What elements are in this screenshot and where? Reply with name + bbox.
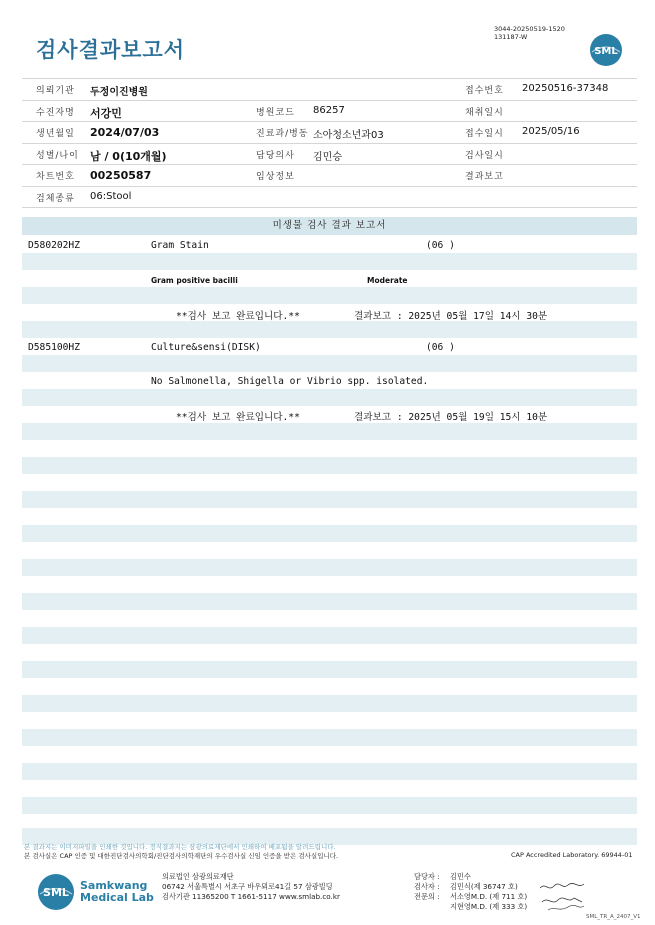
form-version: SML_TR_A_2407_V1 [586, 914, 641, 920]
doctor-value: 김민승 [313, 151, 342, 163]
birth-value: 2024/07/03 [90, 126, 160, 139]
row-stripe [22, 355, 637, 372]
sml-footer-logo-text: SML [43, 886, 69, 899]
sex-age-value: 남 / 0(10개월) [90, 149, 167, 163]
patient-label: 수진자명 [36, 107, 75, 118]
receipt-date-label: 접수일시 [465, 129, 504, 139]
page-title: 검사결과보고서 [36, 38, 186, 62]
row-stripe [22, 797, 637, 814]
footer-org-info [162, 872, 340, 902]
hospital-code-value: 86257 [313, 104, 345, 116]
row-stripe [22, 661, 637, 678]
result-text: No Salmonella, Shigella or Vibrio spp. isolated. [151, 376, 429, 387]
info-row [22, 165, 637, 187]
staff-name: 지현영M.D. (제 333 호) [450, 902, 528, 911]
row-stripe [22, 423, 637, 440]
test-code: D580202HZ [28, 240, 80, 251]
document-id [494, 25, 565, 41]
document-id-line1: 3044-20250519-1520 [494, 25, 565, 33]
signature-icon [538, 880, 588, 914]
row-stripe [22, 729, 637, 746]
dept-value: 소아청소년과03 [313, 130, 384, 141]
collect-date-label: 채취일시 [465, 107, 504, 118]
chart-no-value: 00250587 [90, 169, 152, 182]
test-specimen-code: (06 ) [426, 240, 455, 251]
info-row [22, 122, 637, 144]
row-stripe [22, 389, 637, 406]
brand-line2: Medical Lab [80, 891, 154, 904]
report-time: 결과보고 : 2025년 05월 19일 15시 10분 [354, 412, 548, 423]
receipt-date-value: 2025/05/16 [522, 126, 580, 137]
hospital-value: 두정이진병원 [90, 87, 148, 98]
result-label: Gram positive bacilli [151, 276, 238, 285]
row-stripe [22, 695, 637, 712]
brand-name [80, 880, 154, 904]
dept-label: 진료과/병동 [256, 129, 309, 139]
info-row [22, 78, 637, 101]
specimen-value: 06:Stool [90, 190, 132, 202]
row-stripe [22, 627, 637, 644]
birth-label: 생년월일 [36, 129, 75, 139]
staff-row [414, 882, 527, 892]
test-date-label: 검사일시 [465, 150, 504, 161]
test-name: Gram Stain [151, 240, 209, 251]
sex-age-label: 성별/나이 [36, 150, 79, 161]
test-specimen-code: (06 ) [426, 342, 455, 353]
row-stripe [22, 321, 637, 338]
row-stripe [22, 457, 637, 474]
sml-logo-icon [588, 32, 624, 72]
document-id-line2: 131187-W [494, 33, 528, 41]
org-name: 의료법인 삼광의료재단 [162, 872, 234, 881]
report-complete-text: **검사 보고 완료입니다.** [176, 412, 300, 423]
org-contact: 검사기관 11365200 T 1661-5117 www.smlab.co.kr [162, 892, 340, 901]
footer-logo [36, 872, 154, 912]
report-complete-text: **검사 보고 완료입니다.** [176, 311, 300, 322]
footer-staff [414, 872, 527, 912]
patient-info-table [22, 78, 637, 208]
staff-row [414, 892, 527, 902]
doctor-label: 담당의사 [256, 150, 295, 161]
staff-role: 전문의 : [414, 892, 440, 901]
sml-logo-text: SML [594, 46, 618, 57]
report-section-title: 미생물 검사 결과 보고서 [22, 217, 637, 235]
result-report-label: 결과보고 [465, 172, 504, 182]
info-row [22, 144, 637, 166]
row-stripe [22, 763, 637, 780]
test-code: D585100HZ [28, 342, 80, 353]
specimen-label: 검체종류 [36, 193, 75, 204]
staff-row [414, 872, 527, 882]
row-stripe [22, 491, 637, 508]
cap-accreditation: CAP Accredited Laboratory. 69944-01 [511, 851, 633, 859]
hospital-label: 의뢰기관 [36, 86, 75, 96]
sml-footer-logo-icon [36, 872, 76, 912]
row-stripe [22, 287, 637, 304]
hospital-code-label: 병원코드 [256, 107, 295, 118]
cap-certification-notice: 본 검사실은 CAP 인증 및 대한진단검사의학회/진단검사의학재단의 우수검사실 신임 인증을 받은 검사실입니다. [24, 852, 339, 860]
staff-name: 김민식(제 36747 호) [450, 882, 518, 891]
report-time: 결과보고 : 2025년 05월 17일 14시 30분 [354, 311, 548, 322]
info-row [22, 187, 637, 209]
clinical-label: 임상정보 [256, 172, 295, 182]
chart-no-label: 차트번호 [36, 172, 75, 182]
receipt-no-value: 20250516-37348 [522, 83, 609, 94]
row-stripe [22, 525, 637, 542]
staff-role: 검사자 : [414, 882, 440, 891]
patient-value: 서강민 [90, 106, 122, 120]
staff-row [414, 902, 527, 912]
row-stripe [22, 559, 637, 576]
staff-name: 김민수 [450, 872, 471, 881]
result-value: Moderate [367, 276, 408, 285]
staff-name: 서소영M.D. (제 711 호) [450, 892, 528, 901]
test-name: Culture&sensi(DISK) [151, 342, 261, 353]
row-stripe [22, 593, 637, 610]
image-print-notice: 본 결과지는 이미지파일을 인쇄한 것입니다. 정식결과지는 삼광의료재단에서 인쇄하여 배포됨을 알려드립니다. [24, 843, 336, 851]
receipt-no-label: 접수번호 [465, 86, 504, 96]
brand-line1: Samkwang [80, 879, 148, 892]
row-stripe [22, 253, 637, 270]
org-address: 06742 서울특별시 서초구 바우뫼로41길 57 삼광빌딩 [162, 882, 333, 891]
staff-role: 담당자 : [414, 872, 440, 881]
info-row [22, 101, 637, 123]
